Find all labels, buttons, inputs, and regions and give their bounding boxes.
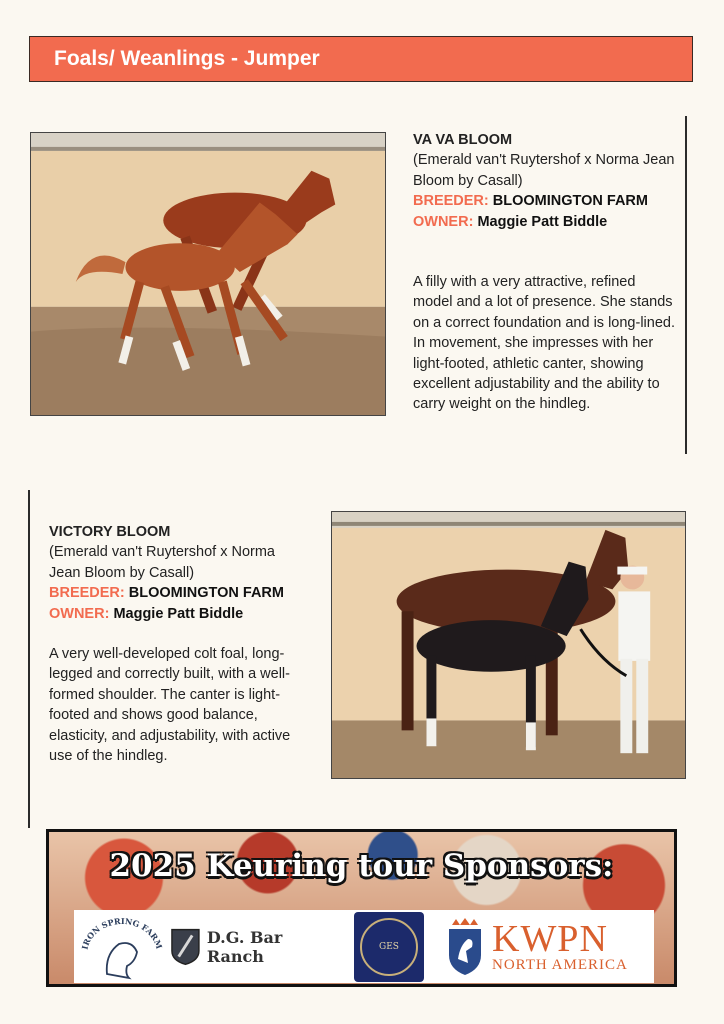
entry-victory-bloom [49,522,307,766]
iron-spring-farm-logo [74,910,170,983]
kwpn-subtext: NORTH AMERICA [492,957,628,973]
global-equine-sires-logo [354,912,424,982]
section-header [29,36,693,82]
owner-label: OWNER: [49,605,110,622]
owner-label: OWNER: [413,213,474,230]
kwpn-crest-icon [446,917,484,977]
horse-name: VA VA BLOOM [413,132,513,148]
sponsors-title: 2025 Keuring tour Sponsors: [109,848,614,884]
sponsor-logos [74,910,654,983]
horse-name: VICTORY BLOOM [49,524,171,540]
sponsors-banner [46,829,677,987]
section-title: Foals/ Weanlings - Jumper [54,47,320,70]
owner-line [49,604,307,624]
kwpn-logo [438,910,654,983]
dg-bar-ranch-text: D.G. Bar Ranch [206,927,283,966]
horse-description: A filly with a very attractive, refined model and a lot of presence. She stands on a correct foundation and is long-lined. In movement, she impresses with her light-footed, athletic canter, showing excellent adjustability and the ability to carry weight on the hindleg. [413,274,675,413]
shield-icon [170,927,201,967]
owner-value: Maggie Patt Biddle [477,213,608,230]
horse-description: A very well-developed colt foal, long-legged and correctly built, with a well-formed shoulder. The canter is light-footed and shows good balance, elasticity, and adjustability, with active use of the hindleg. [49,646,291,765]
breeder-value: BLOOMINGTON FARM [128,585,284,602]
photo-va-va-bloom [30,132,386,416]
svg-text:IRON SPRING FARM [79,915,164,950]
breeder-label: BREEDER: [413,193,489,210]
dg-bar-ranch-logo [170,910,340,983]
breeder-line [413,191,678,211]
owner-value: Maggie Patt Biddle [113,605,244,622]
iron-spring-text: IRON SPRING FARM [79,915,165,950]
divider-left [28,490,30,828]
pedigree: (Emerald van't Ruytershof x Norma Jean Bloom by Casall) [49,544,275,581]
photo-victory-bloom [331,511,686,779]
ges-seal [360,918,418,976]
entry-va-va-bloom [413,130,678,415]
pedigree: (Emerald van't Ruytershof x Norma Jean Bloom by Casall) [413,152,675,189]
ges-text: GES [379,941,399,952]
breeder-value: BLOOMINGTON FARM [492,193,648,210]
divider-right [685,116,687,454]
owner-line [413,212,678,232]
breeder-label: BREEDER: [49,585,125,602]
breeder-line [49,583,307,603]
kwpn-text: KWPN [492,918,608,960]
